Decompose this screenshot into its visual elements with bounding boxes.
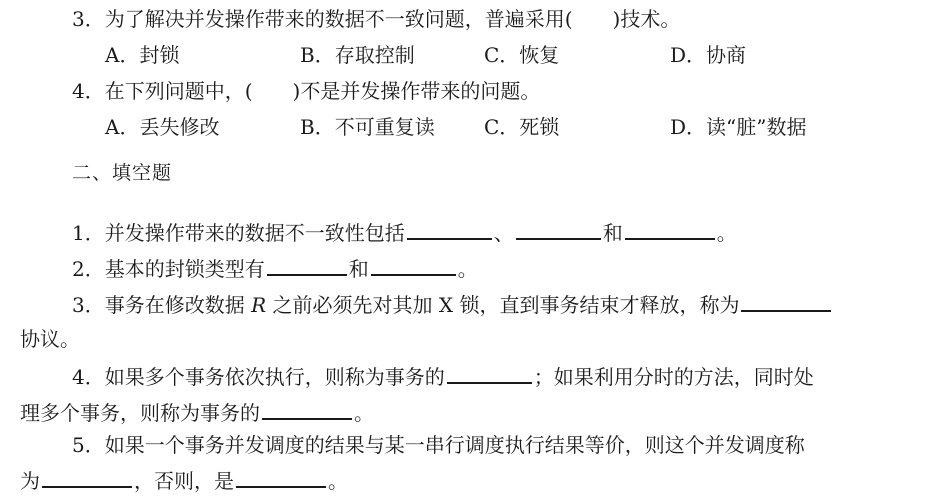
fill-q3-text-a: 3．事务在修改数据 (72, 293, 252, 317)
answer-blank (262, 398, 352, 420)
fill-q1-text-c: 和 (602, 221, 623, 245)
fill-q3-variable: R (251, 293, 267, 317)
fill-q2-text-b: 和 (348, 257, 369, 281)
mc-q4-option-b: B．不可重复读 (300, 115, 435, 139)
fill-q1-text-b: 、 (493, 221, 514, 245)
section-title-fill-in-blank: 二、填空题 (72, 162, 173, 184)
mc-q3-option-d: D．协商 (670, 43, 747, 67)
fill-q4-text-b: ；如果利用分时的方法，同时处 (533, 365, 814, 389)
answer-blank (267, 254, 347, 276)
fill-question-1 (72, 218, 737, 246)
fill-q3-line2: 协议。 (20, 327, 80, 351)
fill-question-4 (72, 362, 814, 390)
mc-question-4-stem: 4．在下列问题中，( )不是并发操作带来的问题。 (72, 79, 541, 103)
answer-blank (625, 218, 715, 240)
fill-q3-text-b: 之前必须先对其加 X 锁，直到事务结束才释放，称为 (266, 293, 740, 317)
fill-q5-line2-text-b: ，否则，是 (134, 469, 234, 493)
fill-question-3 (72, 290, 833, 318)
mc-q3-option-b: B．存取控制 (300, 43, 415, 67)
fill-question-5: 5．如果一个事务并发调度的结果与某一串行调度执行结果等价，则这个并发调度称 (72, 433, 805, 457)
mc-q3-option-a: A．封锁 (105, 43, 180, 67)
mc-q4-option-a: A．丢失修改 (105, 115, 220, 139)
answer-blank (407, 218, 492, 240)
fill-q4-line2 (20, 398, 374, 426)
answer-blank (516, 218, 601, 240)
fill-q2-text-c: 。 (457, 257, 478, 281)
fill-q5-line2-text-c: 。 (328, 469, 348, 493)
fill-question-2 (72, 254, 478, 282)
fill-q5-line2-text-a: 为 (20, 469, 40, 493)
mc-q4-option-c: C．死锁 (484, 115, 560, 139)
fill-q4-line2-text-b: 。 (354, 401, 374, 425)
answer-blank (371, 254, 456, 276)
mc-question-3-stem: 3．为了解决并发操作带来的数据不一致问题，普遍采用( )技术。 (72, 7, 681, 31)
fill-q5-line2 (20, 466, 348, 494)
answer-blank (741, 290, 831, 312)
fill-q2-text-a: 2．基本的封锁类型有 (72, 257, 265, 281)
mc-q3-option-c: C．恢复 (484, 43, 560, 67)
answer-blank (236, 466, 326, 488)
fill-q4-line2-text-a: 理多个事务，则称为事务的 (20, 401, 260, 425)
answer-blank (42, 466, 132, 488)
fill-q1-text-d: 。 (716, 221, 737, 245)
mc-q4-option-d: D．读“脏”数据 (670, 115, 807, 139)
answer-blank (447, 362, 532, 384)
fill-q1-text-a: 1．并发操作带来的数据不一致性包括 (72, 221, 405, 245)
fill-q4-text-a: 4．如果多个事务依次执行，则称为事务的 (72, 365, 445, 389)
